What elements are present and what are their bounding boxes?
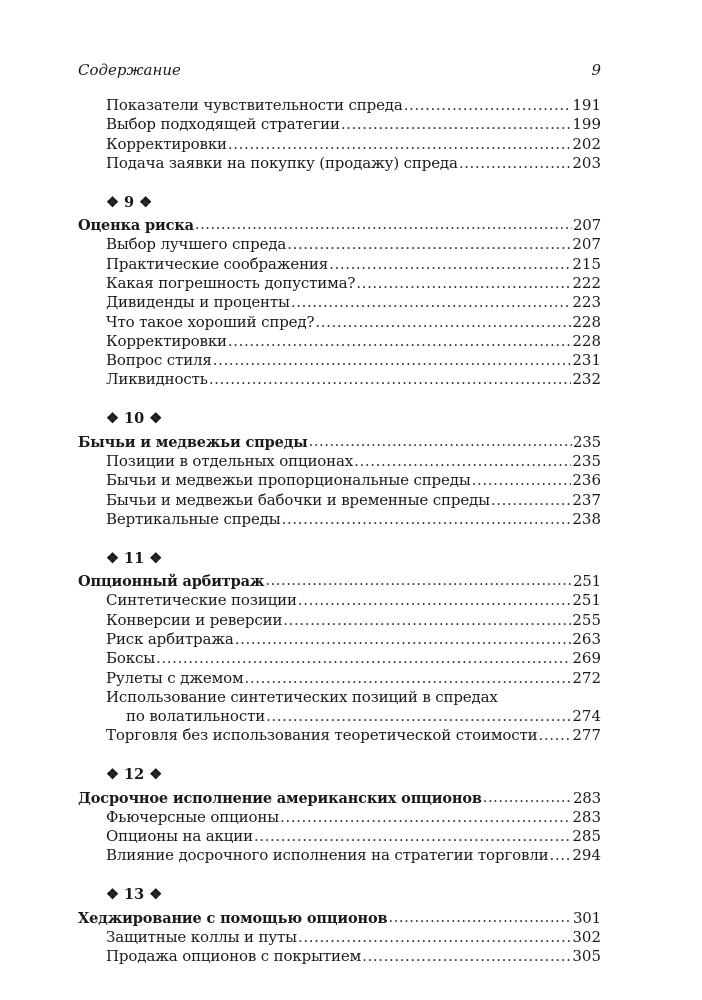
dot-leader bbox=[235, 630, 572, 649]
dot-leader bbox=[388, 909, 572, 928]
toc-entry bbox=[78, 491, 601, 510]
dot-leader bbox=[354, 452, 571, 471]
dot-leader bbox=[283, 611, 571, 630]
toc-entry bbox=[78, 827, 601, 846]
toc-entry bbox=[78, 611, 601, 630]
dot-leader bbox=[254, 827, 571, 846]
toc-entry bbox=[78, 115, 601, 134]
toc-entry-title-continued: по волатильности bbox=[126, 707, 266, 726]
toc-section bbox=[78, 390, 601, 529]
toc-entry-page: 238 bbox=[572, 509, 601, 528]
toc-entry-title: Бычьи и медвежьи спреды bbox=[78, 433, 308, 451]
toc-entry bbox=[78, 235, 601, 254]
toc-entry-page: 277 bbox=[572, 726, 601, 745]
toc-entry-title: Выбор лучшего спреда bbox=[106, 235, 287, 254]
dot-leader bbox=[266, 707, 571, 726]
toc-entry-title: Боксы bbox=[106, 649, 156, 668]
toc-entry-title: Опционы на акции bbox=[106, 827, 253, 846]
toc-entry bbox=[78, 370, 601, 389]
toc-entry-page: 235 bbox=[572, 432, 601, 451]
toc-entry bbox=[78, 649, 601, 668]
dot-leader bbox=[459, 154, 572, 173]
dot-leader bbox=[282, 510, 572, 529]
toc-entry-title: Хеджирование с помощью опционов bbox=[78, 909, 388, 927]
dot-leader bbox=[491, 491, 571, 510]
toc-entry bbox=[78, 707, 601, 726]
dot-leader bbox=[213, 351, 572, 370]
toc-entry bbox=[78, 471, 601, 490]
toc-entry-page: 215 bbox=[572, 254, 601, 273]
toc-entry-title: Показатели чувствительности спреда bbox=[106, 96, 403, 114]
toc-entry-page: 274 bbox=[572, 707, 601, 726]
toc-entry-title: Вопрос стиля bbox=[106, 351, 212, 370]
toc-section bbox=[78, 866, 601, 967]
dot-leader bbox=[287, 235, 571, 254]
toc-entry-page: 251 bbox=[572, 591, 601, 610]
dot-leader bbox=[209, 370, 572, 389]
dot-leader bbox=[329, 255, 571, 274]
dot-leader bbox=[156, 649, 571, 668]
toc-entry-page: 236 bbox=[572, 471, 601, 490]
toc-entry bbox=[78, 293, 601, 312]
toc-entry-page: 207 bbox=[572, 216, 601, 235]
toc-entry-title: Вертикальные спреды bbox=[106, 509, 281, 528]
toc-entry-page: 251 bbox=[572, 572, 601, 591]
dot-leader bbox=[195, 216, 572, 235]
toc-entry bbox=[78, 255, 601, 274]
toc-entry-page: 283 bbox=[572, 807, 601, 826]
toc-entry-page: 272 bbox=[572, 668, 601, 687]
toc-entry-title: Подача заявки на покупку (продажу) спреда bbox=[106, 153, 458, 172]
toc-entry-title: Рулеты с джемом bbox=[106, 668, 244, 687]
toc-entry-title: Практические соображения bbox=[106, 254, 329, 273]
toc-entry bbox=[78, 846, 601, 865]
section-spacer bbox=[78, 173, 601, 193]
toc-entry-title: Оценка риска bbox=[78, 217, 194, 235]
toc-entry-page: 222 bbox=[572, 273, 601, 292]
toc-entry bbox=[78, 274, 601, 293]
toc-entry-title: Синтетические позиции bbox=[106, 591, 297, 610]
dot-leader bbox=[315, 313, 571, 332]
toc-entry-title: Позиции в отдельных опционах bbox=[106, 451, 354, 470]
toc-section bbox=[78, 529, 601, 746]
toc-chapter-entry bbox=[78, 572, 601, 591]
dot-leader bbox=[291, 293, 572, 312]
toc-entry-page: 263 bbox=[572, 629, 601, 648]
dot-leader bbox=[539, 726, 572, 745]
dot-leader bbox=[309, 433, 572, 452]
toc-entry-title: Торговля без использования теоретической стоимости bbox=[106, 726, 538, 745]
chapter-number: ❖ 12 ❖ bbox=[106, 766, 163, 784]
toc-entry bbox=[78, 332, 601, 351]
toc-entry bbox=[78, 947, 601, 966]
toc-entry-page: 228 bbox=[572, 331, 601, 350]
toc-entry-title: Опционный арбитраж bbox=[78, 573, 265, 591]
dot-leader bbox=[228, 135, 571, 154]
toc-entry-page: 302 bbox=[572, 927, 601, 946]
page-number: 9 bbox=[591, 61, 601, 79]
toc-chapter-entry bbox=[78, 909, 601, 928]
section-spacer bbox=[78, 529, 601, 549]
chapter-number: ❖ 10 ❖ bbox=[106, 410, 163, 428]
toc-chapter-entry bbox=[78, 216, 601, 235]
toc-entry-page: 228 bbox=[572, 312, 601, 331]
dot-leader bbox=[472, 471, 572, 490]
toc-entry-title: Использование синтетических позиций в спредах bbox=[106, 687, 498, 706]
toc-entry bbox=[78, 726, 601, 745]
header-title: Содержание bbox=[78, 61, 181, 79]
toc-entry bbox=[78, 591, 601, 610]
toc-entry-title: Продажа опционов с покрытием bbox=[106, 947, 362, 966]
toc-chapter-entry bbox=[78, 433, 601, 452]
dot-leader bbox=[550, 846, 572, 865]
toc-entry bbox=[78, 669, 601, 688]
toc-entry-page: 294 bbox=[572, 846, 601, 865]
dot-leader bbox=[404, 96, 572, 115]
dot-leader bbox=[356, 274, 571, 293]
table-of-contents bbox=[78, 96, 601, 967]
toc-entry-page: 255 bbox=[572, 610, 601, 629]
toc-entry-page: 207 bbox=[572, 235, 601, 254]
dot-leader bbox=[280, 808, 571, 827]
toc-entry bbox=[78, 510, 601, 529]
dot-leader bbox=[341, 115, 572, 134]
toc-entry-title: Риск арбитража bbox=[106, 629, 234, 648]
toc-entry-page: 301 bbox=[572, 908, 601, 927]
toc-entry-title: Дивиденды и проценты bbox=[106, 293, 290, 312]
toc-entry-page: 203 bbox=[572, 153, 601, 172]
toc-entry-page: 235 bbox=[572, 451, 601, 470]
toc-entry-title: Ликвидность bbox=[106, 370, 208, 389]
toc-entry bbox=[78, 630, 601, 649]
toc-entry-line bbox=[78, 688, 601, 707]
chapter-number: ❖ 9 ❖ bbox=[106, 193, 153, 211]
toc-entry bbox=[78, 313, 601, 332]
section-spacer bbox=[78, 866, 601, 886]
toc-section bbox=[78, 96, 601, 173]
dot-leader bbox=[245, 669, 572, 688]
toc-entry-page: 305 bbox=[572, 947, 601, 966]
toc-entry bbox=[78, 928, 601, 947]
dot-leader bbox=[483, 789, 572, 808]
toc-entry-title: Корректировки bbox=[106, 331, 227, 350]
section-spacer bbox=[78, 746, 601, 766]
toc-entry-page: 231 bbox=[572, 351, 601, 370]
toc-entry-title: Что такое хороший спред? bbox=[106, 312, 315, 331]
toc-entry bbox=[78, 808, 601, 827]
toc-entry-title: Бычьи и медвежьи пропорциональные спреды bbox=[106, 471, 471, 490]
toc-entry-page: 199 bbox=[572, 115, 601, 134]
toc-entry-title: Фьючерсные опционы bbox=[106, 807, 279, 826]
dot-leader bbox=[298, 928, 571, 947]
toc-entry-title: Бычьи и медвежьи бабочки и временные спреды bbox=[106, 490, 490, 509]
dot-leader bbox=[265, 572, 572, 591]
toc-chapter-entry bbox=[78, 789, 601, 808]
toc-entry-title: Какая погрешность допустима? bbox=[106, 273, 356, 292]
toc-entry-page: 232 bbox=[572, 370, 601, 389]
toc-entry-title: Выбор подходящей стратегии bbox=[106, 115, 340, 134]
toc-entry-page: 285 bbox=[572, 827, 601, 846]
toc-entry-title: Влияние досрочного исполнения на стратегии торговли bbox=[106, 846, 549, 865]
toc-section bbox=[78, 173, 601, 390]
toc-entry bbox=[78, 452, 601, 471]
toc-entry-title: Защитные коллы и путы bbox=[106, 927, 297, 946]
toc-entry-title: Досрочное исполнение американских опционов bbox=[78, 789, 482, 807]
toc-entry-page: 191 bbox=[572, 96, 601, 114]
dot-leader bbox=[362, 947, 571, 966]
running-header bbox=[78, 61, 601, 81]
toc-entry-page: 283 bbox=[572, 788, 601, 807]
toc-entry-title: Корректировки bbox=[106, 134, 227, 153]
toc-entry bbox=[78, 96, 601, 115]
toc-entry bbox=[78, 351, 601, 370]
toc-entry-page: 237 bbox=[572, 490, 601, 509]
toc-section bbox=[78, 746, 601, 866]
toc-entry bbox=[78, 135, 601, 154]
section-spacer bbox=[78, 390, 601, 410]
chapter-number: ❖ 13 ❖ bbox=[106, 886, 163, 904]
toc-entry bbox=[78, 154, 601, 173]
dot-leader bbox=[228, 332, 571, 351]
toc-entry-page: 223 bbox=[572, 293, 601, 312]
dot-leader bbox=[298, 591, 572, 610]
toc-entry-page: 269 bbox=[572, 649, 601, 668]
toc-entry-page: 202 bbox=[572, 134, 601, 153]
chapter-number: ❖ 11 ❖ bbox=[106, 549, 163, 567]
toc-entry-title: Конверсии и реверсии bbox=[106, 610, 283, 629]
